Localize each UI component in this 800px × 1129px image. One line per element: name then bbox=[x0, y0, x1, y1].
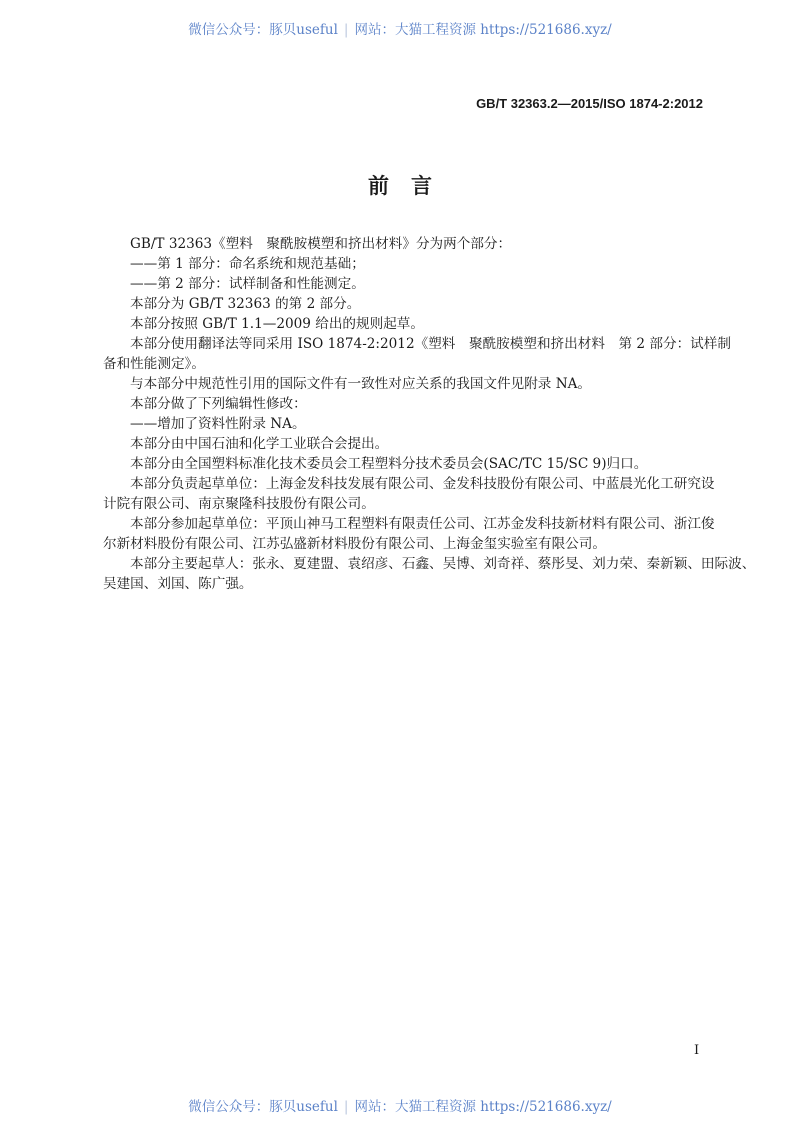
watermark-separator: | bbox=[343, 22, 349, 38]
paragraph-line: 本部分由中国石油和化学工业联合会提出。 bbox=[130, 436, 389, 452]
page-number: I bbox=[694, 1043, 700, 1058]
foreword-body bbox=[103, 234, 756, 594]
paragraph bbox=[103, 434, 708, 454]
paragraph-line: 计院有限公司、南京聚隆科技股份有限公司。 bbox=[103, 496, 375, 512]
paragraph-line: 本部分主要起草人：张永、夏建盟、袁绍彦、石鑫、吴博、刘奇祥、蔡彤旻、刘力荣、秦新颖、田际波、 bbox=[130, 556, 756, 572]
paragraph-line: ——第 2 部分：试样制备和性能测定。 bbox=[130, 276, 365, 292]
paragraph bbox=[103, 394, 708, 414]
paragraph bbox=[103, 454, 708, 474]
page-title: 前言 bbox=[368, 173, 454, 198]
paragraph-line: 本部分由全国塑料标准化技术委员会工程塑料分技术委员会(SAC/TC 15/SC 9)归口。 bbox=[130, 456, 648, 472]
paragraph-line: GB/T 32363《塑料 聚酰胺模塑和挤出材料》分为两个部分： bbox=[130, 236, 512, 252]
paragraph bbox=[103, 274, 708, 294]
paragraph bbox=[103, 334, 731, 374]
paragraph-line: 备和性能测定》。 bbox=[103, 356, 205, 372]
paragraph bbox=[103, 554, 756, 594]
paragraph-line: 本部分参加起草单位：平顶山神马工程塑料有限责任公司、江苏金发科技新材料有限公司、浙江俊 bbox=[130, 516, 715, 532]
paragraph-line: 本部分使用翻译法等同采用 ISO 1874-2:2012《塑料 聚酰胺模塑和挤出材料 第 2 部分：试样制 bbox=[130, 336, 731, 352]
paragraph-line: 本部分负责起草单位：上海金发科技发展有限公司、金发科技股份有限公司、中蓝晨光化工研究设 bbox=[130, 476, 715, 492]
standard-number: GB/T 32363.2—2015/ISO 1874-2:2012 bbox=[476, 96, 703, 111]
paragraph bbox=[103, 314, 708, 334]
paragraph-line: 与本部分中规范性引用的国际文件有一致性对应关系的我国文件见附录 NA。 bbox=[130, 376, 592, 392]
paragraph bbox=[103, 414, 708, 434]
paragraph-line: 吴建国、刘国、陈广强。 bbox=[103, 576, 253, 592]
paragraph bbox=[103, 234, 708, 254]
paragraph-line: 本部分为 GB/T 32363 的第 2 部分。 bbox=[130, 296, 361, 312]
paragraph-line: ——增加了资料性附录 NA。 bbox=[130, 416, 306, 432]
paragraph-line: ——第 1 部分：命名系统和规范基础； bbox=[130, 256, 365, 272]
paragraph-line: 本部分做了下列编辑性修改： bbox=[130, 396, 307, 412]
paragraph-line: 尔新材料股份有限公司、江苏弘盛新材料股份有限公司、上海金玺实验室有限公司。 bbox=[103, 536, 606, 552]
paragraph bbox=[103, 474, 715, 514]
watermark-left: 微信公众号：豚贝useful bbox=[188, 22, 338, 38]
paragraph-line: 本部分按照 GB/T 1.1—2009 给出的规则起草。 bbox=[130, 316, 424, 332]
paragraph bbox=[103, 374, 708, 394]
watermark-left: 微信公众号：豚贝useful bbox=[188, 1099, 338, 1115]
paragraph bbox=[103, 514, 715, 554]
paragraph bbox=[103, 254, 708, 274]
watermark-separator: | bbox=[343, 1099, 349, 1115]
watermark-right: 网站：大猫工程资源 https://521686.xyz/ bbox=[354, 22, 612, 38]
watermark-bottom bbox=[0, 1095, 800, 1115]
paragraph bbox=[103, 294, 708, 314]
watermark-top bbox=[0, 18, 800, 38]
watermark-right: 网站：大猫工程资源 https://521686.xyz/ bbox=[354, 1099, 612, 1115]
